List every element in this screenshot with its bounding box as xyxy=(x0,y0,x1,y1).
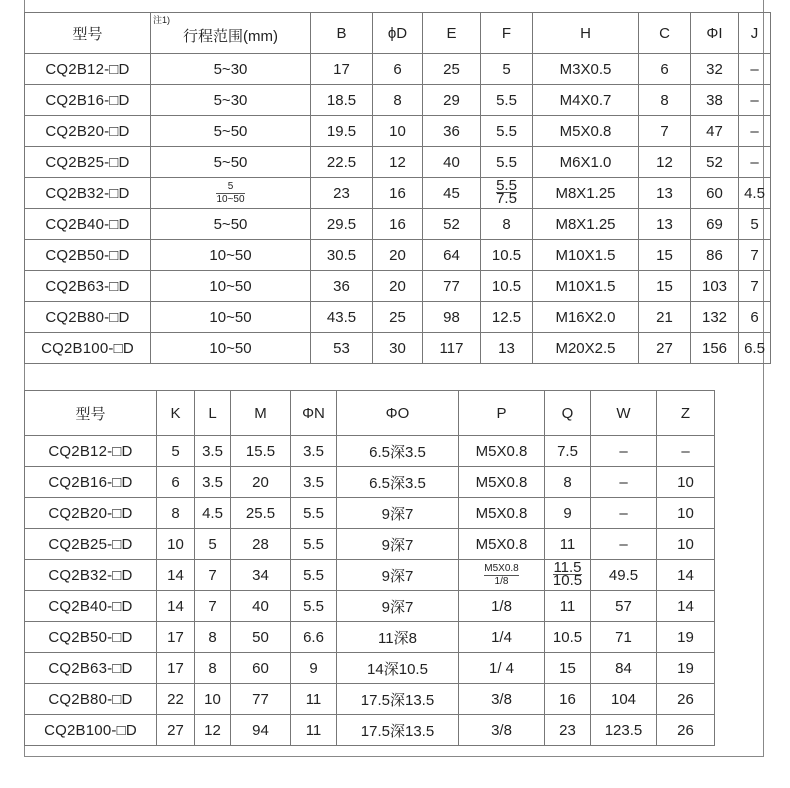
P-cell: M5X0.8 xyxy=(459,436,545,467)
phiN-cell: 9 xyxy=(291,653,337,684)
stroke-range-cell: 5~30 xyxy=(151,54,311,85)
table-row xyxy=(25,684,715,715)
J-cell: 6 xyxy=(739,302,771,333)
P-cell xyxy=(459,560,545,591)
table-row xyxy=(25,209,771,240)
table-row xyxy=(25,498,715,529)
model-cell: CQ2B80-□D xyxy=(25,684,157,715)
C-cell: 21 xyxy=(639,302,691,333)
M-cell: 40 xyxy=(231,591,291,622)
table-row xyxy=(25,271,771,302)
P-cell: 3/8 xyxy=(459,684,545,715)
H-cell: M5X0.8 xyxy=(533,116,639,147)
L-cell: 12 xyxy=(195,715,231,746)
J-cell: – xyxy=(739,116,771,147)
P-cell: 1/4 xyxy=(459,622,545,653)
Z-cell: 10 xyxy=(657,467,715,498)
phiI-cell: 32 xyxy=(691,54,739,85)
J-cell: 4.5 xyxy=(739,178,771,209)
header-stroke-range xyxy=(151,13,311,54)
P-cell-bottom: 1/8 xyxy=(494,575,509,587)
phiN-cell: 11 xyxy=(291,684,337,715)
F-cell: 13 xyxy=(481,333,533,364)
E-cell: 64 xyxy=(423,240,481,271)
phiD-cell: 25 xyxy=(373,302,423,333)
B-cell: 18.5 xyxy=(311,85,373,116)
dimension-table-2 xyxy=(24,390,715,746)
E-cell: 25 xyxy=(423,54,481,85)
model-cell: CQ2B32-□D xyxy=(25,178,151,209)
phiO-cell: 17.5深13.5 xyxy=(337,715,459,746)
table-row xyxy=(25,436,715,467)
B-cell: 23 xyxy=(311,178,373,209)
J-cell: 7 xyxy=(739,271,771,302)
header-phiD: ϕD xyxy=(373,13,423,54)
phiD-cell: 10 xyxy=(373,116,423,147)
W-cell: 57 xyxy=(591,591,657,622)
dimension-table-1 xyxy=(24,12,771,364)
stroke-range-cell: 10~50 xyxy=(151,333,311,364)
K-cell: 27 xyxy=(157,715,195,746)
P-cell: M5X0.8 xyxy=(459,467,545,498)
header-range-label: 行程范围(mm) xyxy=(183,28,278,45)
stroke-range-cell: 10~50 xyxy=(151,240,311,271)
phiD-cell: 6 xyxy=(373,54,423,85)
C-cell: 13 xyxy=(639,178,691,209)
header-Z: Z xyxy=(657,391,715,436)
E-cell: 29 xyxy=(423,85,481,116)
model-cell: CQ2B63-□D xyxy=(25,653,157,684)
stroke-range-cell: 10~50 xyxy=(151,271,311,302)
table-row xyxy=(25,54,771,85)
stroke-range-cell-top: 5 xyxy=(216,181,244,194)
K-cell: 14 xyxy=(157,560,195,591)
table-row xyxy=(25,560,715,591)
phiO-cell: 9深7 xyxy=(337,591,459,622)
phiO-cell: 9深7 xyxy=(337,560,459,591)
W-cell: 71 xyxy=(591,622,657,653)
M-cell: 28 xyxy=(231,529,291,560)
table-row xyxy=(25,240,771,271)
J-cell: 5 xyxy=(739,209,771,240)
F-cell-top: 5.5 xyxy=(496,177,517,194)
stroke-range-cell: 5~50 xyxy=(151,116,311,147)
L-cell: 4.5 xyxy=(195,498,231,529)
phiO-cell: 9深7 xyxy=(337,529,459,560)
header-phiI: ΦI xyxy=(691,13,739,54)
model-cell: CQ2B16-□D xyxy=(25,85,151,116)
phiI-cell: 86 xyxy=(691,240,739,271)
Q-cell: 8 xyxy=(545,467,591,498)
F-cell: 10.5 xyxy=(481,240,533,271)
table-row xyxy=(25,529,715,560)
P-cell: 1/8 xyxy=(459,591,545,622)
model-cell: CQ2B100-□D xyxy=(25,333,151,364)
Q-cell: 10.5 xyxy=(545,622,591,653)
phiN-cell: 6.6 xyxy=(291,622,337,653)
W-cell: 104 xyxy=(591,684,657,715)
phiD-cell: 16 xyxy=(373,209,423,240)
H-cell: M10X1.5 xyxy=(533,271,639,302)
C-cell: 13 xyxy=(639,209,691,240)
L-cell: 8 xyxy=(195,622,231,653)
header-model: 型号 xyxy=(25,13,151,54)
phiO-cell: 17.5深13.5 xyxy=(337,684,459,715)
K-cell: 6 xyxy=(157,467,195,498)
B-cell: 36 xyxy=(311,271,373,302)
M-cell: 94 xyxy=(231,715,291,746)
stroke-range-cell: 5~50 xyxy=(151,147,311,178)
phiD-cell: 16 xyxy=(373,178,423,209)
C-cell: 8 xyxy=(639,85,691,116)
H-cell: M10X1.5 xyxy=(533,240,639,271)
H-cell: M8X1.25 xyxy=(533,209,639,240)
M-cell: 20 xyxy=(231,467,291,498)
Q-cell: 23 xyxy=(545,715,591,746)
stroke-range-cell: 5~30 xyxy=(151,85,311,116)
W-cell: 84 xyxy=(591,653,657,684)
C-cell: 12 xyxy=(639,147,691,178)
Q-cell: 11 xyxy=(545,529,591,560)
B-cell: 43.5 xyxy=(311,302,373,333)
J-cell: – xyxy=(739,85,771,116)
L-cell: 3.5 xyxy=(195,436,231,467)
table2-body xyxy=(25,436,715,746)
phiN-cell: 3.5 xyxy=(291,467,337,498)
phiN-cell: 11 xyxy=(291,715,337,746)
J-cell: 7 xyxy=(739,240,771,271)
M-cell: 25.5 xyxy=(231,498,291,529)
table1-header-row xyxy=(25,13,771,54)
E-cell: 77 xyxy=(423,271,481,302)
Z-cell: 26 xyxy=(657,715,715,746)
table-row xyxy=(25,591,715,622)
phiO-cell: 11深8 xyxy=(337,622,459,653)
P-cell: 3/8 xyxy=(459,715,545,746)
F-cell: 5.5 xyxy=(481,116,533,147)
Q-cell-top: 11.5 xyxy=(553,559,582,576)
L-cell: 7 xyxy=(195,560,231,591)
Z-cell: 14 xyxy=(657,560,715,591)
model-cell: CQ2B20-□D xyxy=(25,498,157,529)
Z-cell: 10 xyxy=(657,498,715,529)
K-cell: 22 xyxy=(157,684,195,715)
phiN-cell: 3.5 xyxy=(291,436,337,467)
model-cell: CQ2B63-□D xyxy=(25,271,151,302)
M-cell: 34 xyxy=(231,560,291,591)
L-cell: 8 xyxy=(195,653,231,684)
C-cell: 15 xyxy=(639,240,691,271)
table2-header-row xyxy=(25,391,715,436)
model-cell: CQ2B20-□D xyxy=(25,116,151,147)
E-cell: 117 xyxy=(423,333,481,364)
phiO-cell: 6.5深3.5 xyxy=(337,436,459,467)
header-E: E xyxy=(423,13,481,54)
B-cell: 53 xyxy=(311,333,373,364)
K-cell: 5 xyxy=(157,436,195,467)
model-cell: CQ2B25-□D xyxy=(25,147,151,178)
table-row xyxy=(25,116,771,147)
phiO-cell: 6.5深3.5 xyxy=(337,467,459,498)
model-cell: CQ2B50-□D xyxy=(25,622,157,653)
Q-cell: 11 xyxy=(545,591,591,622)
M-cell: 60 xyxy=(231,653,291,684)
E-cell: 36 xyxy=(423,116,481,147)
table-row xyxy=(25,147,771,178)
header-F: F xyxy=(481,13,533,54)
Z-cell: 10 xyxy=(657,529,715,560)
header-W: W xyxy=(591,391,657,436)
table-row xyxy=(25,85,771,116)
L-cell: 10 xyxy=(195,684,231,715)
P-cell: M5X0.8 xyxy=(459,529,545,560)
M-cell: 15.5 xyxy=(231,436,291,467)
model-cell: CQ2B100-□D xyxy=(25,715,157,746)
model-cell: CQ2B25-□D xyxy=(25,529,157,560)
phiN-cell: 5.5 xyxy=(291,560,337,591)
Z-cell: 26 xyxy=(657,684,715,715)
phiI-cell: 60 xyxy=(691,178,739,209)
W-cell: 49.5 xyxy=(591,560,657,591)
Q-cell: 15 xyxy=(545,653,591,684)
W-cell: – xyxy=(591,436,657,467)
B-cell: 29.5 xyxy=(311,209,373,240)
F-cell: 12.5 xyxy=(481,302,533,333)
header-model: 型号 xyxy=(25,391,157,436)
B-cell: 30.5 xyxy=(311,240,373,271)
C-cell: 7 xyxy=(639,116,691,147)
J-cell: 6.5 xyxy=(739,333,771,364)
phiO-cell: 14深10.5 xyxy=(337,653,459,684)
K-cell: 10 xyxy=(157,529,195,560)
phiI-cell: 156 xyxy=(691,333,739,364)
J-cell: – xyxy=(739,54,771,85)
model-cell: CQ2B40-□D xyxy=(25,591,157,622)
H-cell: M16X2.0 xyxy=(533,302,639,333)
header-L: L xyxy=(195,391,231,436)
phiI-cell: 132 xyxy=(691,302,739,333)
phiD-cell: 20 xyxy=(373,240,423,271)
C-cell: 15 xyxy=(639,271,691,302)
K-cell: 17 xyxy=(157,622,195,653)
model-cell: CQ2B16-□D xyxy=(25,467,157,498)
F-cell xyxy=(481,178,533,209)
table-row xyxy=(25,178,771,209)
E-cell: 40 xyxy=(423,147,481,178)
C-cell: 6 xyxy=(639,54,691,85)
J-cell: – xyxy=(739,147,771,178)
phiN-cell: 5.5 xyxy=(291,498,337,529)
header-phiO: ΦO xyxy=(337,391,459,436)
Q-cell: 16 xyxy=(545,684,591,715)
W-cell: – xyxy=(591,529,657,560)
header-H: H xyxy=(533,13,639,54)
H-cell: M3X0.5 xyxy=(533,54,639,85)
table-row xyxy=(25,622,715,653)
P-cell: 1/ 4 xyxy=(459,653,545,684)
stroke-range-cell-bottom: 10~50 xyxy=(216,193,245,205)
stroke-range-cell-split xyxy=(216,181,244,206)
E-cell: 52 xyxy=(423,209,481,240)
table-row xyxy=(25,653,715,684)
model-cell: CQ2B12-□D xyxy=(25,54,151,85)
stroke-range-cell: 10~50 xyxy=(151,302,311,333)
phiI-cell: 103 xyxy=(691,271,739,302)
phiI-cell: 38 xyxy=(691,85,739,116)
phiN-cell: 5.5 xyxy=(291,529,337,560)
phiD-cell: 8 xyxy=(373,85,423,116)
table-row xyxy=(25,302,771,333)
header-Q: Q xyxy=(545,391,591,436)
Q-cell-bottom: 10.5 xyxy=(552,571,583,589)
table-row xyxy=(25,467,715,498)
L-cell: 5 xyxy=(195,529,231,560)
P-cell-top: M5X0.8 xyxy=(484,562,519,574)
B-cell: 22.5 xyxy=(311,147,373,178)
F-cell-split xyxy=(496,177,517,207)
F-cell: 5.5 xyxy=(481,147,533,178)
phiD-cell: 20 xyxy=(373,271,423,302)
W-cell: – xyxy=(591,498,657,529)
header-C: C xyxy=(639,13,691,54)
M-cell: 77 xyxy=(231,684,291,715)
Q-cell: 9 xyxy=(545,498,591,529)
header-M: M xyxy=(231,391,291,436)
F-cell: 10.5 xyxy=(481,271,533,302)
model-cell: CQ2B40-□D xyxy=(25,209,151,240)
K-cell: 17 xyxy=(157,653,195,684)
F-cell-bottom: 7.5 xyxy=(496,189,517,207)
header-P: P xyxy=(459,391,545,436)
H-cell: M8X1.25 xyxy=(533,178,639,209)
L-cell: 3.5 xyxy=(195,467,231,498)
W-cell: 123.5 xyxy=(591,715,657,746)
phiO-cell: 9深7 xyxy=(337,498,459,529)
table1-body xyxy=(25,54,771,364)
phiI-cell: 47 xyxy=(691,116,739,147)
phiI-cell: 69 xyxy=(691,209,739,240)
F-cell: 8 xyxy=(481,209,533,240)
table-row xyxy=(25,715,715,746)
B-cell: 19.5 xyxy=(311,116,373,147)
F-cell: 5.5 xyxy=(481,85,533,116)
H-cell: M20X2.5 xyxy=(533,333,639,364)
C-cell: 27 xyxy=(639,333,691,364)
P-cell: M5X0.8 xyxy=(459,498,545,529)
header-K: K xyxy=(157,391,195,436)
Z-cell: 19 xyxy=(657,653,715,684)
Q-cell-split xyxy=(552,559,583,589)
E-cell: 98 xyxy=(423,302,481,333)
table-row xyxy=(25,333,771,364)
Z-cell: – xyxy=(657,436,715,467)
H-cell: M4X0.7 xyxy=(533,85,639,116)
phiD-cell: 12 xyxy=(373,147,423,178)
Q-cell: 7.5 xyxy=(545,436,591,467)
P-cell-split xyxy=(484,563,518,588)
header-phiN: ΦN xyxy=(291,391,337,436)
model-cell: CQ2B32-□D xyxy=(25,560,157,591)
Z-cell: 14 xyxy=(657,591,715,622)
H-cell: M6X1.0 xyxy=(533,147,639,178)
L-cell: 7 xyxy=(195,591,231,622)
Q-cell xyxy=(545,560,591,591)
F-cell: 5 xyxy=(481,54,533,85)
K-cell: 14 xyxy=(157,591,195,622)
model-cell: CQ2B12-□D xyxy=(25,436,157,467)
header-B: B xyxy=(311,13,373,54)
phiI-cell: 52 xyxy=(691,147,739,178)
Z-cell: 19 xyxy=(657,622,715,653)
W-cell: – xyxy=(591,467,657,498)
E-cell: 45 xyxy=(423,178,481,209)
stroke-range-cell: 5~50 xyxy=(151,209,311,240)
B-cell: 17 xyxy=(311,54,373,85)
K-cell: 8 xyxy=(157,498,195,529)
model-cell: CQ2B80-□D xyxy=(25,302,151,333)
model-cell: CQ2B50-□D xyxy=(25,240,151,271)
header-range-note: 注1) xyxy=(153,15,171,25)
phiN-cell: 5.5 xyxy=(291,591,337,622)
header-J: J xyxy=(739,13,771,54)
phiD-cell: 30 xyxy=(373,333,423,364)
stroke-range-cell xyxy=(151,178,311,209)
M-cell: 50 xyxy=(231,622,291,653)
